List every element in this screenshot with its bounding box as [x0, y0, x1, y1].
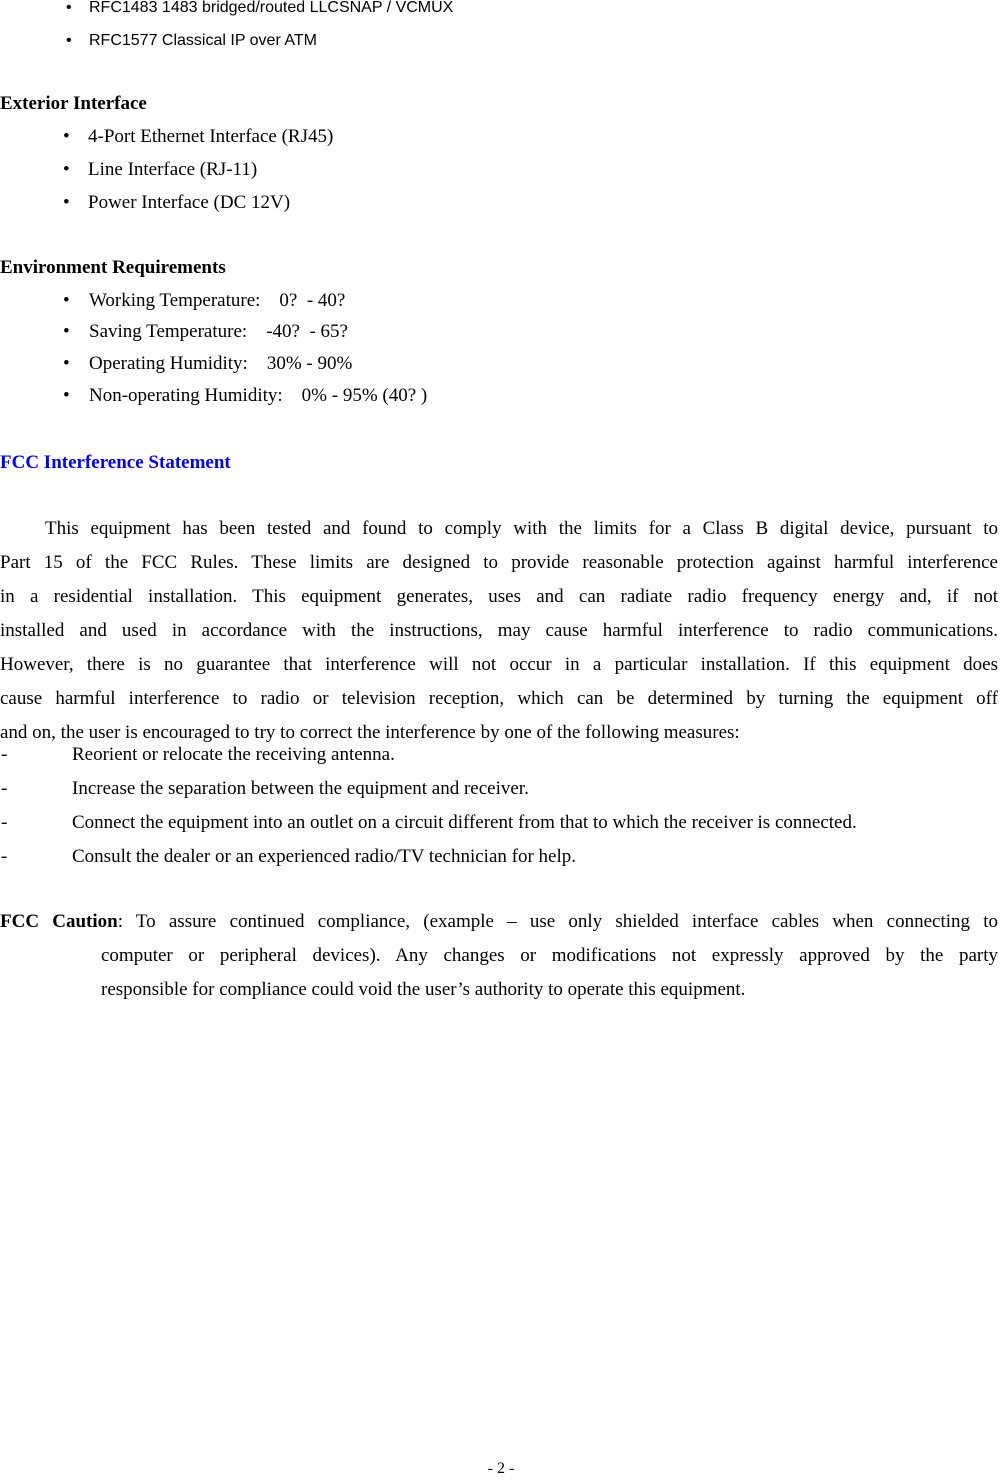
- bullet-icon: •: [66, 0, 72, 16]
- paragraph-line-text: and on, the user is encouraged to try to correct the interference by one of the following measures:: [0, 722, 740, 743]
- exterior-item: Power Interface (DC 12V): [88, 192, 291, 213]
- paragraph-line: [0, 648, 998, 682]
- caution-line-text: [0, 905, 998, 939]
- fcc-heading: FCC Interference Statement: [0, 452, 231, 473]
- caution-text: computer or peripheral devices). Any changes or modifications not expressly approved by the party: [101, 945, 998, 966]
- bullet-icon: •: [63, 385, 70, 406]
- bullet-icon: •: [63, 192, 70, 213]
- bullet-icon: •: [63, 290, 70, 311]
- paragraph-line: [0, 682, 998, 716]
- protocol-item: RFC1483 1483 bridged/routed LLCSNAP / VCMUX: [89, 0, 454, 16]
- bullet-icon: •: [63, 321, 70, 342]
- caution-text: : To assure continued compliance, (example – use only shielded interface cables when connecting to: [117, 911, 998, 932]
- caution-label: FCC Caution: [0, 911, 118, 932]
- caution-line: [101, 939, 998, 973]
- exterior-item: Line Interface (RJ-11): [88, 159, 258, 180]
- dash-marker: -: [1, 846, 8, 867]
- paragraph-line-text: installed and used in accordance with the instructions, may cause harmful interference to radio communications.: [0, 620, 998, 641]
- paragraph-line-text: This equipment has been tested and found to comply with the limits for a Class B digital device, pursuant to: [45, 518, 998, 539]
- bullet-icon: •: [63, 159, 70, 180]
- measure-item: Consult the dealer or an experienced radio/TV technician for help.: [72, 846, 577, 867]
- paragraph-line: [0, 546, 998, 580]
- dash-marker: -: [1, 778, 8, 799]
- measure-item: Increase the separation between the equipment and receiver.: [72, 778, 529, 799]
- environment-heading: Environment Requirements: [0, 257, 226, 278]
- caution-line: [101, 973, 998, 1007]
- paragraph-line-text: in a residential installation. This equipment generates, uses and can radiate radio frequency energy and, if not: [0, 586, 998, 607]
- environment-item: Non-operating Humidity: 0% - 95% (40? ): [89, 385, 428, 406]
- dash-marker: -: [1, 812, 8, 833]
- paragraph-line: [0, 614, 998, 648]
- fcc-caution: [0, 905, 998, 1007]
- fcc-paragraph: [0, 512, 998, 750]
- bullet-icon: •: [63, 126, 70, 147]
- paragraph-line: [0, 580, 998, 614]
- environment-item: Saving Temperature: -40? - 65?: [89, 321, 348, 342]
- paragraph-line-text: cause harmful interference to radio or television reception, which can be determined by turning the equipment off: [0, 688, 998, 709]
- measure-item: Connect the equipment into an outlet on a circuit different from that to which the receiver is connected.: [72, 812, 857, 833]
- environment-item: Working Temperature: 0? - 40?: [89, 290, 346, 311]
- paragraph-line: [0, 512, 998, 546]
- page-number: - 2 -: [487, 1460, 515, 1477]
- bullet-icon: •: [66, 32, 72, 49]
- caution-line: [0, 905, 998, 939]
- measure-item: Reorient or relocate the receiving antenna.: [72, 744, 395, 765]
- paragraph-line-text: Part 15 of the FCC Rules. These limits are designed to provide reasonable protection against harmful interference: [0, 552, 998, 573]
- exterior-heading: Exterior Interface: [0, 93, 147, 114]
- caution-text: responsible for compliance could void the user’s authority to operate this equipment.: [101, 979, 746, 1000]
- dash-marker: -: [1, 744, 8, 765]
- protocol-item: RFC1577 Classical IP over ATM: [89, 32, 317, 49]
- bullet-icon: •: [63, 353, 70, 374]
- exterior-item: 4-Port Ethernet Interface (RJ45): [88, 126, 334, 147]
- environment-item: Operating Humidity: 30% - 90%: [89, 353, 353, 374]
- paragraph-line-text: However, there is no guarantee that interference will not occur in a particular installation. If this equipment does: [0, 654, 998, 675]
